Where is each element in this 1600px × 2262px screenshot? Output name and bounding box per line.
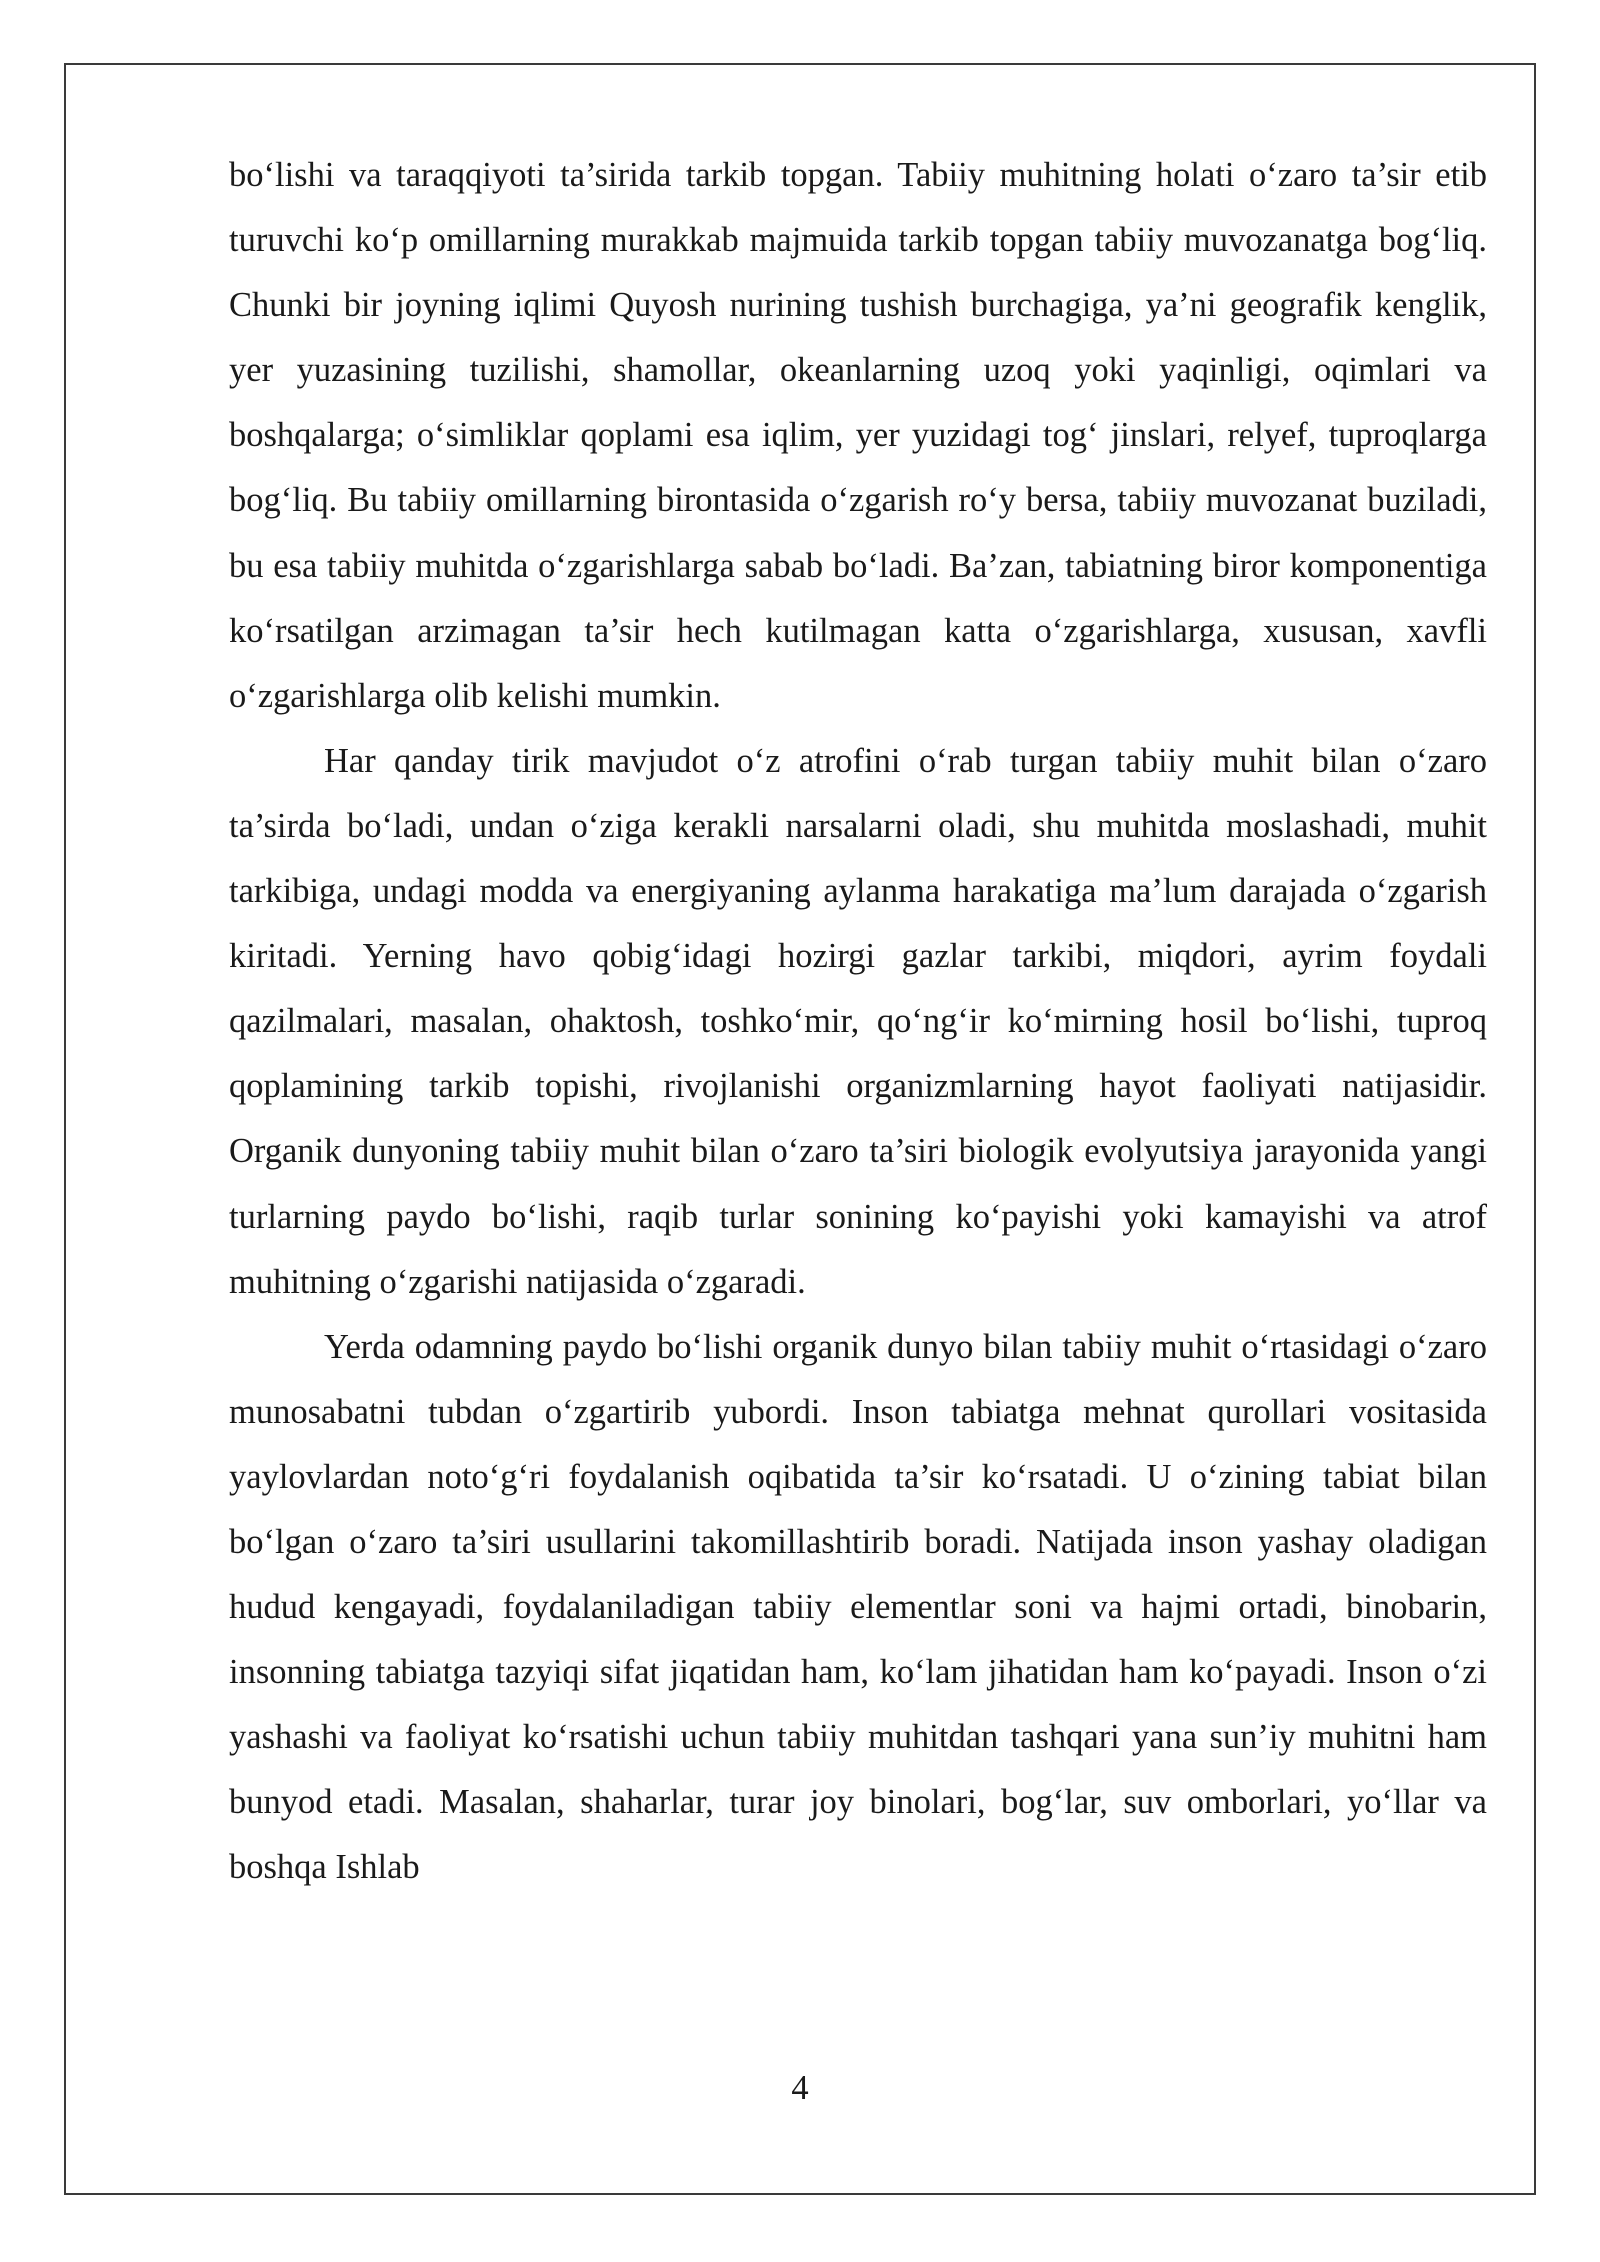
document-body — [229, 143, 1487, 1901]
paragraph-living-organisms: Har qanday tirik mavjudot o‘z atrofini o‘rab turgan tabiiy muhit bilan o‘zaro ta’sirda bo‘ladi, undan o‘ziga kerakli narsalarni oladi, shu muhitda moslashadi, muhit tarkibiga, undagi modda va energiyaning aylanma harakatiga ma’lum darajada o‘zgarish kiritadi. Yerning havo qobig‘idagi hozirgi gazlar tarkibi, miqdori, ayrim foydali qazilmalari, masalan, ohaktosh, toshko‘mir, qo‘ng‘ir ko‘mirning hosil bo‘lishi, tuproq qoplamining tarkib topishi, rivojlanishi organizmlarning hayot faoliyati natijasidir. Organik dunyoning tabiiy muhit bilan o‘zaro ta’siri biologik evolyutsiya jarayonida yangi turlarning paydo bo‘lishi, raqib turlar sonining ko‘payishi yoki kamayishi va atrof muhitning o‘zgarishi natijasida o‘zgaradi. — [229, 741, 1487, 1301]
paragraph-continuation: bo‘lishi va taraqqiyoti ta’sirida tarkib topgan. Tabiiy muhitning holati o‘zaro ta’sir etib turuvchi ko‘p omillarning murakkab majmuida tarkib topgan tabiiy muvozanatga bog‘liq. Chunki bir joyning iqlimi Quyosh nurining tushish burchagiga, ya’ni geografik kenglik, yer yuzasining tuzilishi, shamollar, okeanlarning uzoq yoki yaqinligi, oqimlari va boshqalarga; o‘simliklar qoplami esa iqlim, yer yuzidagi tog‘ jinslari, relyef, tuproqlarga bog‘liq. Bu tabiiy omillarning birontasida o‘zgarish ro‘y bersa, tabiiy muvozanat buziladi, bu esa tabiiy muhitda o‘zgarishlarga sabab bo‘ladi. Ba’zan, tabiatning biror komponentiga ko‘rsatilgan arzimagan ta’sir hech kutilmagan katta o‘zgarishlarga, xususan, xavfli o‘zgarishlarga olib kelishi mumkin. — [229, 156, 1487, 715]
paragraph-human-impact: Yerda odamning paydo bo‘lishi organik dunyo bilan tabiiy muhit o‘rtasidagi o‘zaro munosabatni tubdan o‘zgartirib yubordi. Inson tabiatga mehnat qurollari vositasida yaylovlardan noto‘g‘ri foydalanish oqibatida ta’sir ko‘rsatadi. U o‘zining tabiat bilan bo‘lgan o‘zaro ta’siri usullarini takomillashtirib boradi. Natijada inson yashay oladigan hudud kengayadi, foydalaniladigan tabiiy elementlar soni va hajmi ortadi, binobarin, insonning tabiatga tazyiqi sifat jiqatidan ham, ko‘lam jihatidan ham ko‘payadi. Inson o‘zi yashashi va faoliyat ko‘rsatishi uchun tabiiy muhitdan tashqari yana sun’iy muhitni ham bunyod etadi. Masalan, shaharlar, turar joy binolari, bog‘lar, suv omborlari, yo‘llar va boshqa Ishlab — [229, 1327, 1487, 1887]
page-number: 4 — [791, 2069, 809, 2107]
